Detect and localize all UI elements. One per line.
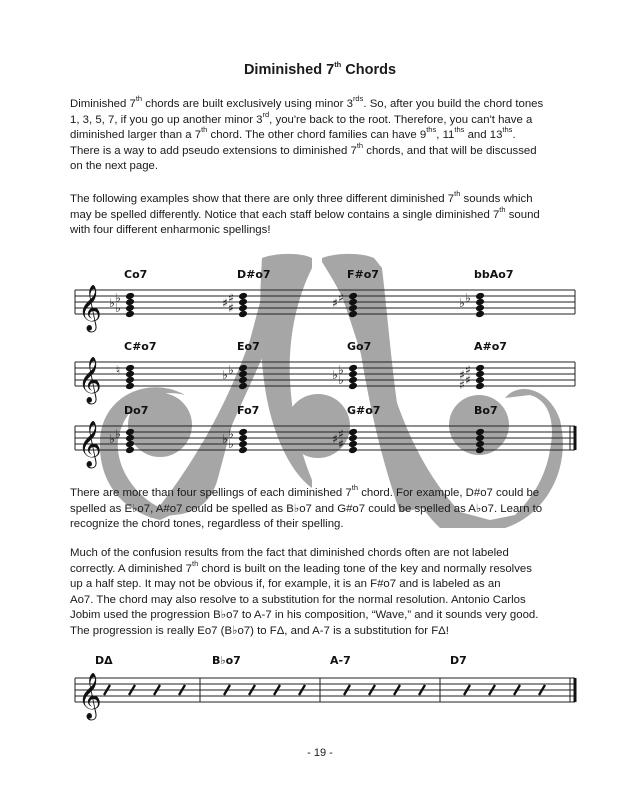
text-segment: up a half step. It may not be obvious if, for example, it is an F#o7 and is labeled as an — [70, 578, 501, 591]
text-line — [70, 204, 590, 224]
spellings-paragraph — [70, 483, 590, 533]
superscript: rds — [352, 94, 364, 104]
note-head — [125, 382, 135, 391]
text-line — [70, 140, 590, 160]
accidental: ♯ — [338, 291, 344, 305]
accidental: ♮ — [115, 363, 121, 377]
accidental: ♭ — [228, 363, 234, 377]
page-title: Diminished 7th Chords — [243, 60, 397, 78]
accidental: ♯ — [228, 291, 234, 305]
text-segment: There are more than four spellings of each diminished 7 — [70, 487, 352, 499]
text-line — [70, 109, 590, 129]
text-line — [70, 94, 590, 113]
chord-progression-staff — [0, 648, 640, 718]
text-segment: chord is built on the leading tone of the key and normally resolves — [198, 562, 532, 575]
superscript: rd — [262, 109, 270, 119]
note-head — [475, 310, 485, 319]
chord-label: Go7 — [347, 340, 372, 353]
chord-label: Eo7 — [237, 340, 260, 353]
staff-1 — [75, 268, 575, 333]
text-segment: The following examples show that there are only three different diminished 7 — [70, 193, 455, 205]
chord-label: D7 — [450, 654, 467, 667]
chord-label: A-7 — [330, 654, 351, 667]
accidental: ♯ — [338, 437, 344, 451]
accidental: ♭ — [109, 296, 115, 310]
superscript: ths — [502, 125, 513, 135]
text-line — [70, 189, 590, 208]
text-segment: Jobim used the progression B♭o7 to A-7 in his composition, “Wave,” and it sounds very good. — [70, 609, 539, 622]
note-head — [348, 310, 358, 319]
text-segment: chords are built exclusively using minor 3 — [142, 98, 353, 110]
treble-clef-icon: 𝄞 — [78, 285, 102, 331]
text-segment: Ao7. The chord may also resolve to a substitution for the normal resolution. Antonio Carlos — [70, 593, 526, 606]
text-segment: The progression is really Eo7 (B♭o7) to FΔ, and A-7 is a substitution for FΔ! — [70, 624, 449, 637]
chord-label: Do7 — [124, 404, 149, 417]
chord-label: F#o7 — [347, 268, 379, 281]
text-segment: chords, and that will be discussed — [363, 144, 537, 157]
accidental: ♯ — [332, 296, 338, 310]
chord-label: Co7 — [124, 268, 148, 281]
chord-label: DΔ — [95, 654, 113, 667]
text-segment: may be spelled differently. Notice that each staff below contains a single diminished 7 — [70, 208, 500, 221]
text-segment: sounds which — [460, 193, 533, 205]
text-line — [70, 517, 590, 533]
intro-paragraph — [70, 94, 590, 175]
text-segment: recognize the chord tones, regardless of their spelling. — [70, 518, 344, 531]
text-segment: sound — [505, 208, 540, 221]
text-line — [70, 223, 590, 239]
chord-label: G#o7 — [347, 404, 381, 417]
text-segment: . — [512, 129, 516, 142]
accidental: ♯ — [465, 363, 471, 377]
superscript: th — [499, 204, 506, 214]
text-line — [70, 546, 590, 562]
superscript: ths — [454, 125, 465, 135]
accidental: ♯ — [228, 301, 234, 315]
accidental: ♭ — [222, 368, 228, 382]
chord-label: B♭o7 — [212, 654, 241, 667]
chord-label: A#o7 — [474, 340, 507, 353]
text-segment: 1, 3, 5, 7, if you go up another minor 3 — [70, 113, 263, 126]
accidental: ♯ — [332, 432, 338, 446]
text-segment: Diminished 7 — [70, 98, 136, 110]
superscript: th — [454, 189, 461, 199]
chord-label: Fo7 — [237, 404, 260, 417]
accidental: ♭ — [109, 432, 115, 446]
text-segment: chord. The other chord families can have 9 — [207, 129, 427, 142]
text-segment: There is a way to add pseudo extensions to diminished 7 — [70, 144, 357, 157]
superscript: th — [135, 94, 143, 104]
superscript: ths — [426, 125, 437, 135]
accidental: ♭ — [222, 432, 228, 446]
progression-staff — [75, 654, 575, 721]
accidental: ♭ — [338, 373, 344, 387]
accidental: ♯ — [222, 296, 228, 310]
accidental: ♭ — [115, 301, 121, 315]
confusion-paragraph — [70, 546, 590, 640]
note-head — [238, 310, 248, 319]
accidental: ♭ — [115, 427, 121, 441]
note-head — [475, 446, 485, 455]
text-line — [70, 159, 590, 175]
text-segment: , 11 — [436, 129, 455, 142]
text-segment: correctly. A diminished 7 — [70, 562, 192, 575]
accidental: ♯ — [465, 373, 471, 387]
treble-clef-icon: 𝄞 — [78, 421, 102, 467]
text-line — [70, 558, 590, 578]
accidental: ♭ — [115, 291, 121, 305]
superscript: th — [356, 140, 364, 150]
text-line — [70, 483, 590, 502]
chord-label: Bo7 — [474, 404, 498, 417]
diminished-chord-staves — [0, 270, 640, 470]
text-segment: diminished larger than a 7 — [70, 129, 202, 142]
text-segment: chord. For example, D#o7 could be — [358, 487, 540, 499]
note-head — [125, 446, 135, 455]
chord-label: C#o7 — [124, 340, 157, 353]
accidental: ♭ — [465, 291, 471, 305]
text-segment: with four different enharmonic spellings! — [70, 224, 271, 237]
note-head — [475, 382, 485, 391]
page-number: - 19 - — [307, 747, 333, 759]
text-line — [70, 624, 590, 640]
text-line — [70, 577, 590, 593]
note-head — [125, 310, 135, 319]
text-line — [70, 502, 590, 518]
text-line — [70, 125, 590, 144]
accidental: ♭ — [228, 427, 234, 441]
treble-clef-icon: 𝄞 — [78, 357, 102, 403]
note-head — [238, 446, 248, 455]
accidental: ♯ — [338, 427, 344, 441]
text-line — [70, 608, 590, 624]
treble-clef-icon: 𝄞 — [78, 673, 102, 719]
accidental: ♭ — [228, 437, 234, 451]
text-segment: . So, after you build the chord tones — [363, 98, 544, 110]
accidental: ♭ — [459, 296, 465, 310]
note-head — [348, 382, 358, 391]
note-head — [348, 446, 358, 455]
text-segment: and 13 — [464, 129, 503, 142]
examples-intro-paragraph — [70, 189, 590, 239]
accidental: ♭ — [338, 363, 344, 377]
text-line — [70, 593, 590, 609]
text-segment: Much of the confusion results from the fact that diminished chords often are not labeled — [70, 547, 509, 559]
text-segment: on the next page. — [70, 160, 159, 173]
accidental: ♯ — [459, 368, 465, 382]
accidental: ♭ — [332, 368, 338, 382]
note-head — [238, 382, 248, 391]
chord-label: bbAo7 — [474, 268, 514, 281]
accidental: ♯ — [459, 378, 465, 392]
superscript: th — [351, 483, 359, 493]
chord-label: D#o7 — [237, 268, 271, 281]
text-segment: , you're back to the root. Therefore, you can't have a — [269, 113, 533, 126]
superscript: th — [201, 125, 208, 135]
staff-2 — [75, 340, 575, 405]
text-segment: spelled as E♭o7, A#o7 could be spelled as B♭o7 and G#o7 could be spelled as A♭o7. Learn to — [70, 502, 543, 515]
superscript: th — [191, 558, 199, 568]
staff-3 — [75, 404, 575, 469]
